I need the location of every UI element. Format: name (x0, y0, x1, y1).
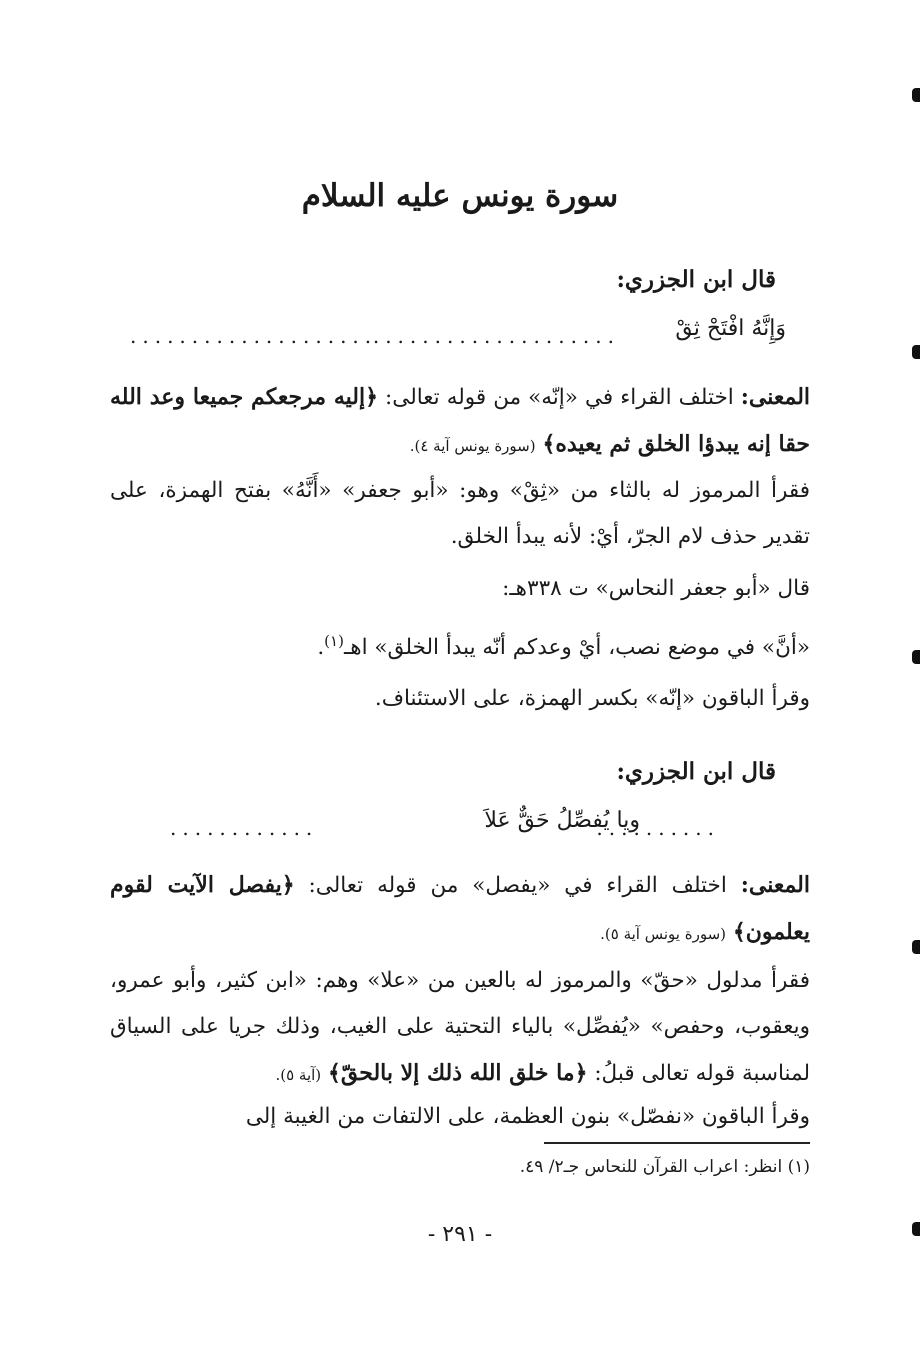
quran-reference: (آية ٥). (275, 1066, 322, 1084)
meaning-paragraph (110, 862, 810, 957)
poem-verse: ويا يُفصِّلُ حَقٌّ عَلاَ (484, 808, 640, 833)
verse-dots: .................... (372, 324, 620, 348)
meaning-text: اختلف القراء في «إنّه» من قوله تعالى: (385, 385, 734, 410)
quran-quote: ﴿ما خلق الله ذلك إلا بالحقّ﴾ (328, 1060, 588, 1086)
scan-edge-mark (912, 88, 920, 102)
scan-edge-mark (912, 650, 920, 664)
quran-reference: (سورة يونس آية ٤). (409, 437, 536, 455)
paragraph (110, 958, 810, 1098)
paragraph: فقرأ المرموز له بالثاء من «ثِقْ» وهو: «أبو جعفر» «أَنَّهُ» بفتح الهمزة، على تقدير حذف لام الجرّ، أيْ: لأنه يبدأ الخلق. (110, 478, 810, 549)
quotation-paragraph (110, 618, 810, 671)
verse-dots: .......... (596, 816, 720, 840)
quotation-text: «أنَّ» في موضع نصب، أيْ وعدكم أنّه يبدأ الخلق» اهـ (343, 635, 810, 661)
footnote-reference: (١) (324, 632, 344, 650)
section-heading: قال ابن الجزري: (616, 266, 776, 293)
verse-dots: ............ (170, 816, 319, 840)
meaning-paragraph (110, 374, 810, 469)
meaning-label: المعنى: (740, 384, 811, 410)
quran-reference: (سورة يونس آية ٥). (600, 925, 726, 943)
paragraph: وقرأ الباقون «نفصّل» بنون العظمة، على الالتفات من الغيبة إلى (245, 1104, 810, 1129)
quran-quote: ﴿إليه مرجعكم جميعا وعد الله حقا إنه يبدؤا الخلق ثم يعيده﴾ (110, 384, 810, 457)
page-title: سورة يونس عليه السلام (301, 178, 619, 214)
quotation-end: . (317, 635, 325, 661)
poem-verse-line (110, 316, 810, 356)
page-number: - ٢٩١ - (427, 1222, 493, 1247)
scan-edge-mark (912, 940, 920, 954)
verse-dots: .................... (130, 324, 378, 348)
paragraph: وقرأ الباقون «إنّه» بكسر الهمزة، على الاستئناف. (374, 686, 810, 711)
quran-quote: ﴿يفصل الآيت لقوم يعلمون﴾ (110, 872, 810, 945)
meaning-label: المعنى: (740, 872, 810, 898)
footnote-divider (544, 1142, 810, 1144)
section-heading: قال ابن الجزري: (616, 758, 776, 785)
scan-edge-mark (912, 345, 920, 359)
poem-verse-line (110, 808, 810, 848)
paragraph: قال «أبو جعفر النحاس» ت ٣٣٨هـ: (502, 576, 810, 601)
meaning-text: اختلف القراء في «يفصل» من قوله تعالى: (308, 873, 727, 898)
poem-verse: وَإِنَّهُ افْتَحْ ثِقْ (675, 316, 786, 341)
footnote: (١) انظر: اعراب القرآن للنحاس جـ٢/ ٤٩. (519, 1157, 810, 1177)
paragraph-text: فقرأ مدلول «حقّ» والمرموز له بالعين من «علا» وهم: «ابن كثير، وأبو عمرو، ويعقوب، وحفص» «يُفصِّل» بالياء التحتية على الغيب، وذلك جريا على السياق لمناسبة قوله تعالى قبلُ: (110, 968, 810, 1086)
